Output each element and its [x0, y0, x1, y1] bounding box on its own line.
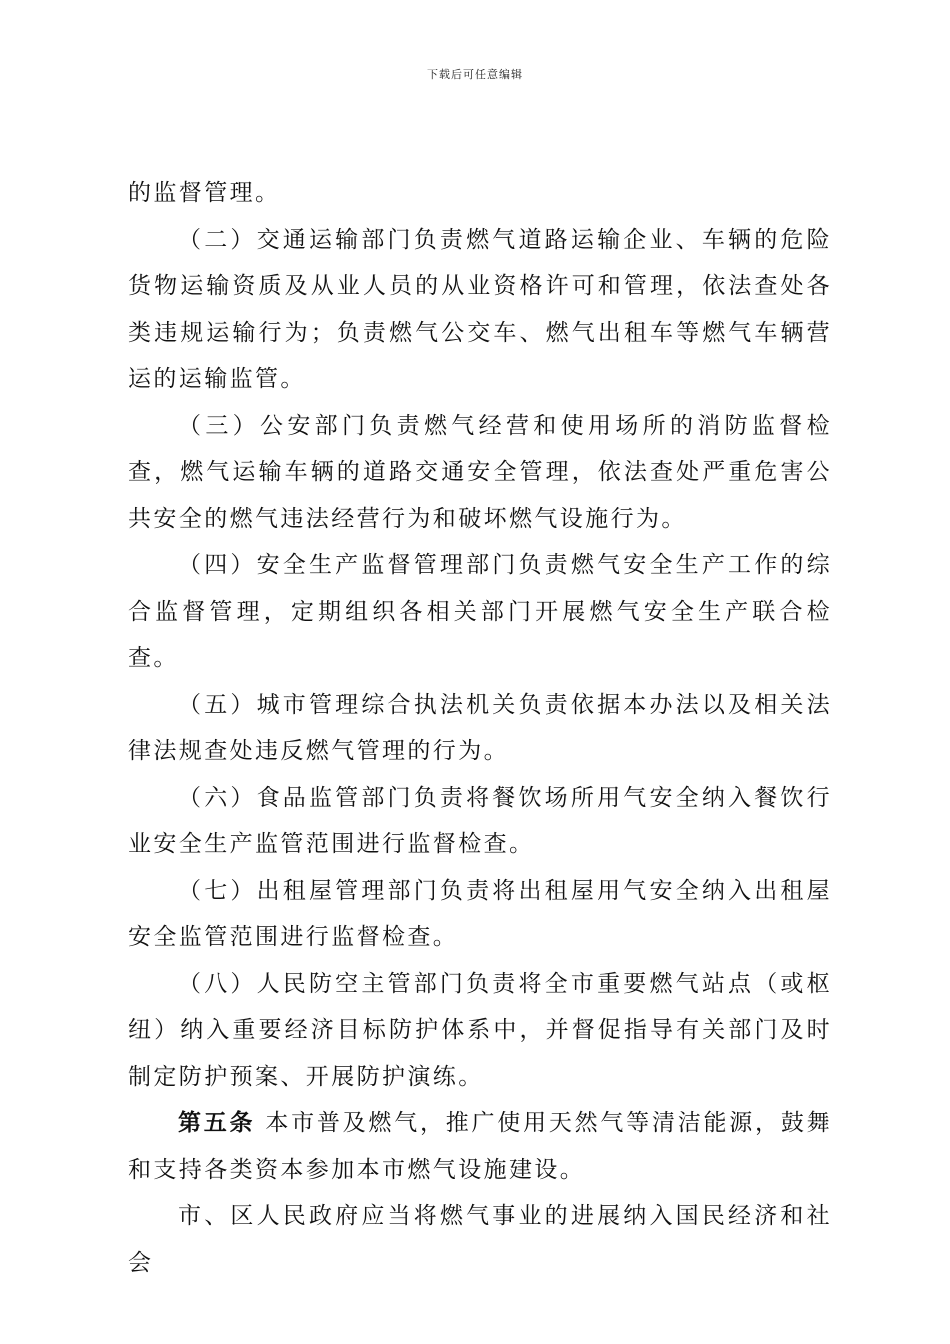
paragraph — [128, 1193, 832, 1286]
paragraph — [128, 775, 832, 868]
paragraph-text: （七）出租屋管理部门负责将出租屋用气安全纳入出租屋安全监管范围进行监督检查。 — [128, 877, 832, 950]
paragraph-text: 本市普及燃气，推广使用天然气等清洁能源，鼓舞和支持各类资本参加本市燃气设施建设。 — [128, 1110, 832, 1183]
article-number: 第五条 — [178, 1109, 256, 1136]
paragraph-text: 市、区人民政府应当将燃气事业的进展纳入国民经济和社会 — [128, 1203, 832, 1276]
paragraph-text: （五）城市管理综合执法机关负责依据本办法以及相关法律法规查处违反燃气管理的行为。 — [128, 691, 832, 764]
paragraph — [128, 217, 832, 403]
document-body — [128, 170, 832, 1286]
paragraph-text: 的监督管理。 — [128, 180, 281, 206]
paragraph — [128, 868, 832, 961]
paragraph — [128, 961, 832, 1101]
paragraph-text: （八）人民防空主管部门负责将全市重要燃气站点（或枢纽）纳入重要经济目标防护体系中，并督促指导有关部门及时制定防护预案、开展防护演练。 — [128, 970, 832, 1090]
paragraph-text: （六）食品监管部门负责将餐饮场所用气安全纳入餐饮行业安全生产监管范围进行监督检查。 — [128, 784, 832, 857]
page-header: 下载后可任意编辑 — [427, 68, 523, 81]
paragraph-text: （四）安全生产监督管理部门负责燃气安全生产工作的综合监督管理，定期组织各相关部门开展燃气安全生产联合检查。 — [128, 552, 832, 671]
paragraph-text: （三）公安部门负责燃气经营和使用场所的消防监督检查，燃气运输车辆的道路交通安全管理，依法查处严重危害公共安全的燃气违法经营行为和破坏燃气设施行为。 — [128, 412, 832, 532]
paragraph-text: （二）交通运输部门负责燃气道路运输企业、车辆的危险货物运输资质及从业人员的从业资格许可和管理，依法查处各类违规运输行为；负责燃气公交车、燃气出租车等燃气车辆营运的运输监管。 — [128, 226, 832, 392]
paragraph — [128, 403, 832, 543]
paragraph — [128, 170, 832, 217]
article-paragraph — [128, 1100, 832, 1193]
paragraph — [128, 682, 832, 775]
paragraph — [128, 542, 832, 682]
